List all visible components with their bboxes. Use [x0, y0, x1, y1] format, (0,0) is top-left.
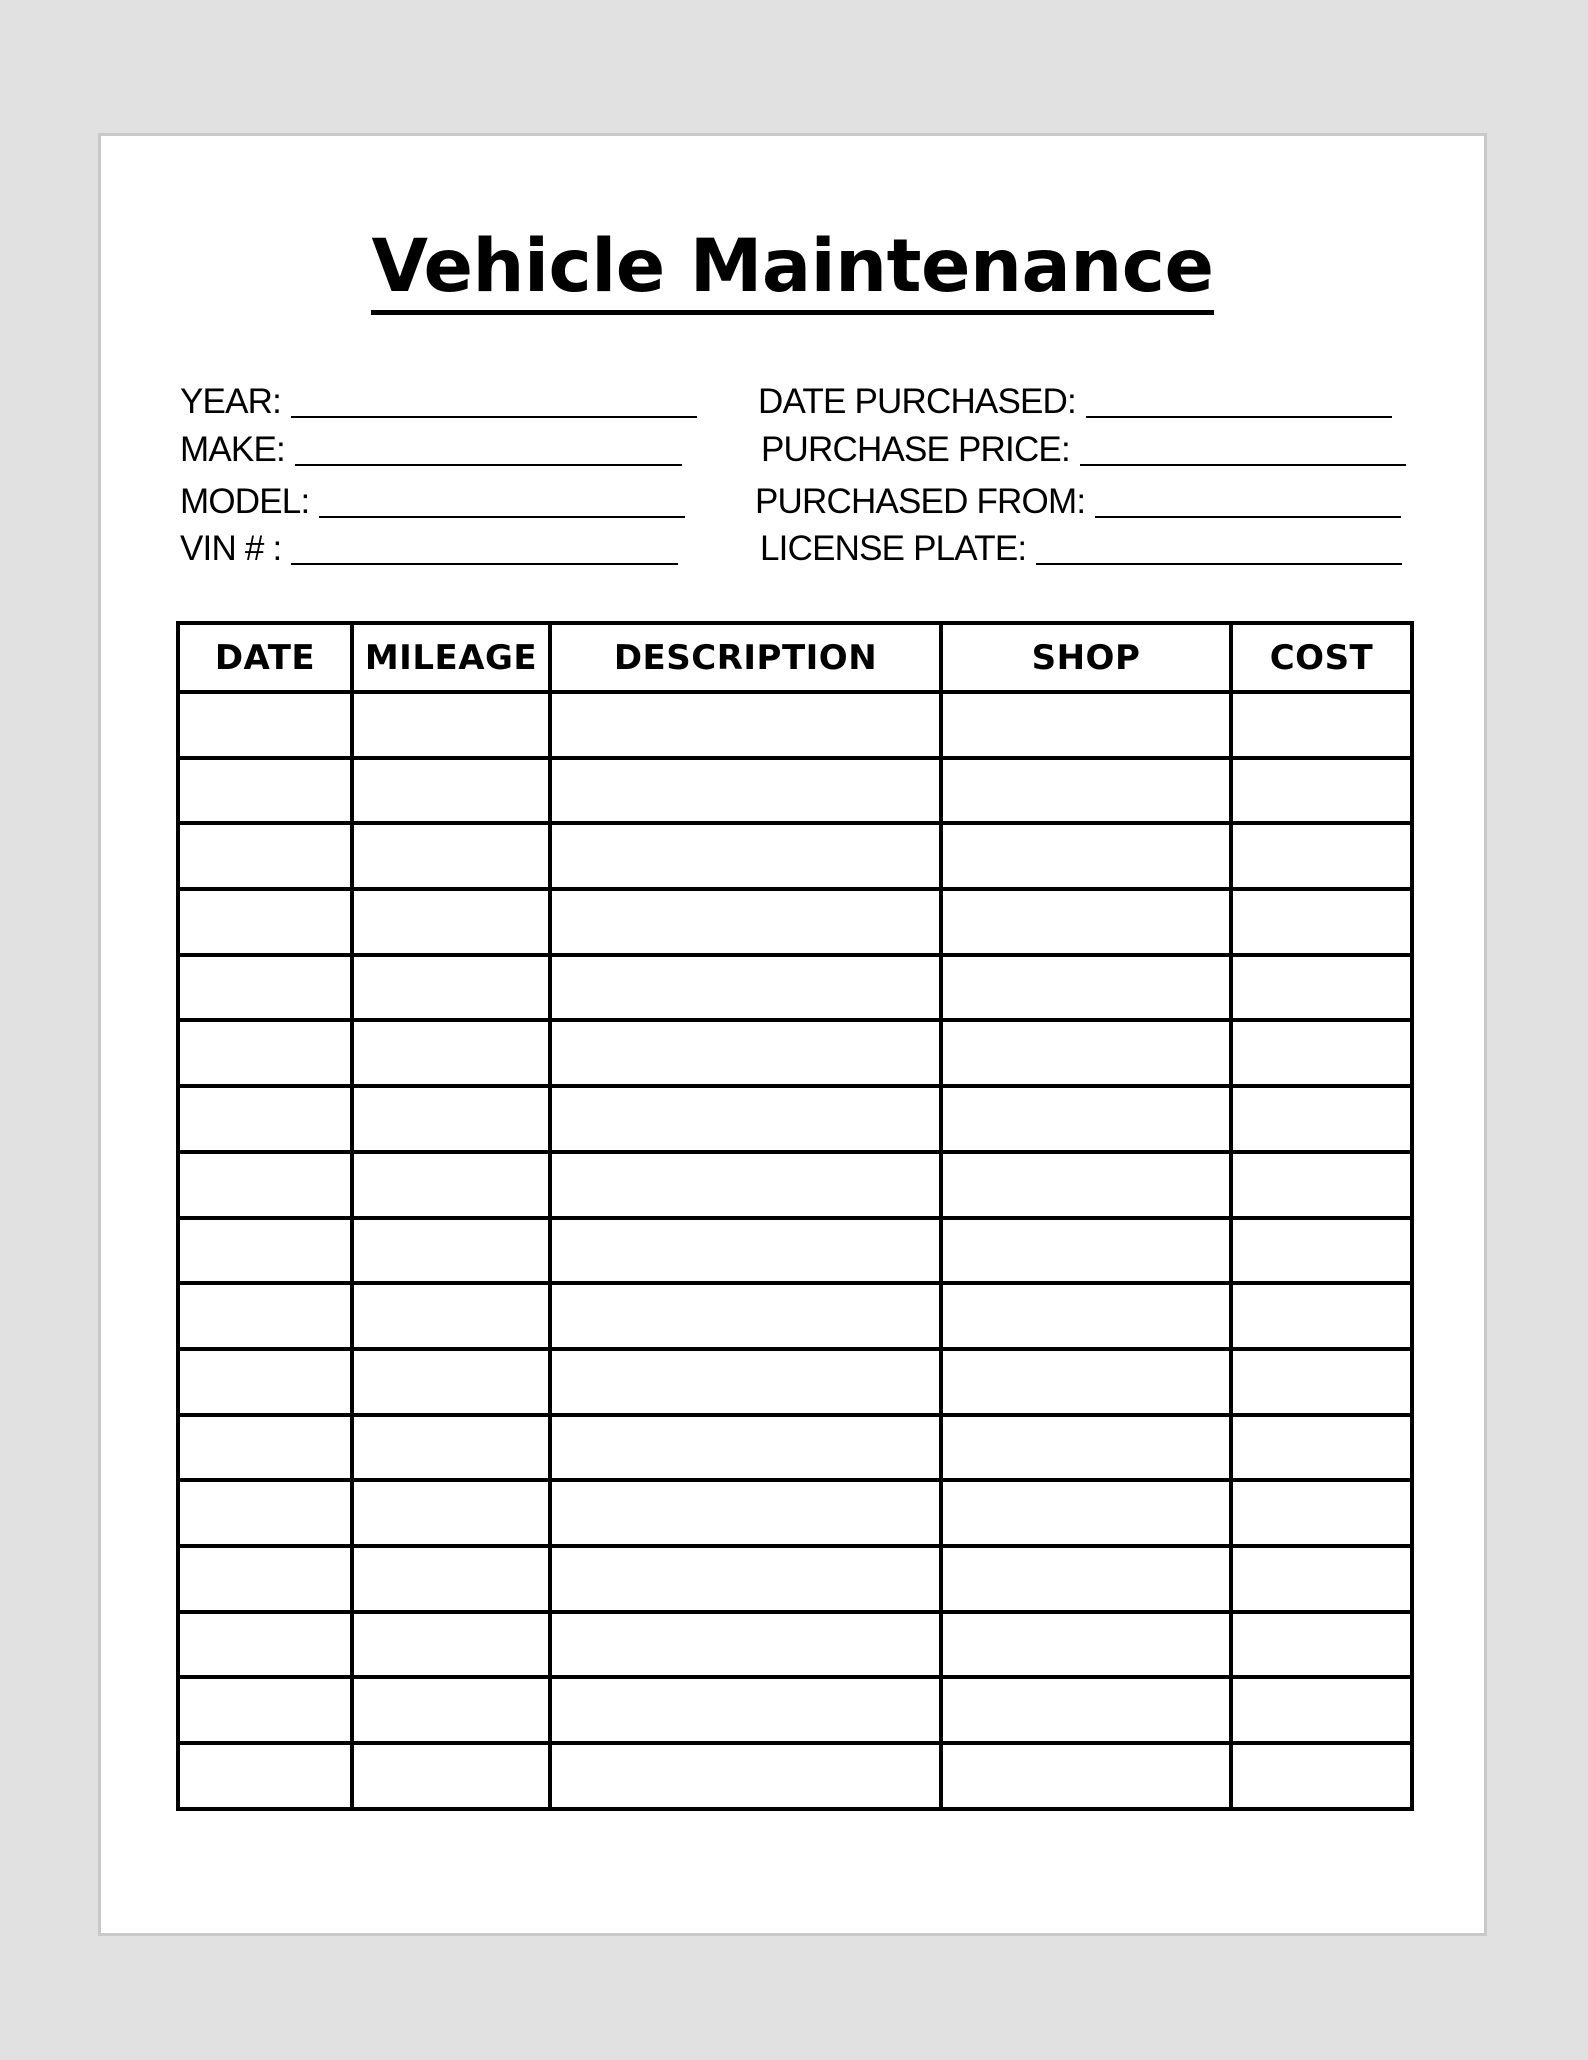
table-row — [178, 889, 1412, 955]
cell-shop[interactable] — [941, 1349, 1231, 1415]
cell-shop[interactable] — [941, 1677, 1231, 1743]
cell-shop[interactable] — [941, 1086, 1231, 1152]
table-row — [178, 1218, 1412, 1284]
cell-description[interactable] — [550, 1349, 941, 1415]
cell-date[interactable] — [178, 1020, 352, 1086]
table-row — [178, 1020, 1412, 1086]
license-plate-label: LICENSE PLATE: — [760, 529, 1027, 568]
header-mileage: MILEAGE — [352, 623, 550, 692]
cell-cost[interactable] — [1231, 1349, 1412, 1415]
cell-date[interactable] — [178, 692, 352, 758]
cell-cost[interactable] — [1231, 1612, 1412, 1678]
cell-date[interactable] — [178, 1283, 352, 1349]
cell-mileage[interactable] — [352, 823, 550, 889]
table-body — [178, 692, 1412, 1809]
table-row — [178, 1743, 1412, 1809]
cell-cost[interactable] — [1231, 823, 1412, 889]
cell-mileage[interactable] — [352, 1086, 550, 1152]
maintenance-log-table — [176, 621, 1414, 1811]
vin-input-line[interactable] — [291, 561, 678, 565]
cell-mileage[interactable] — [352, 692, 550, 758]
cell-date[interactable] — [178, 955, 352, 1021]
cell-description[interactable] — [550, 1480, 941, 1546]
cell-description[interactable] — [550, 1415, 941, 1481]
cell-cost[interactable] — [1231, 1415, 1412, 1481]
purchase-price-label: PURCHASE PRICE: — [761, 430, 1070, 469]
cell-description[interactable] — [550, 1086, 941, 1152]
cell-description[interactable] — [550, 1152, 941, 1218]
cell-shop[interactable] — [941, 955, 1231, 1021]
cell-cost[interactable] — [1231, 758, 1412, 824]
table-row — [178, 692, 1412, 758]
header-shop: SHOP — [941, 623, 1231, 692]
cell-mileage[interactable] — [352, 1349, 550, 1415]
cell-shop[interactable] — [941, 1152, 1231, 1218]
table-row — [178, 955, 1412, 1021]
cell-date[interactable] — [178, 1612, 352, 1678]
table-row — [178, 1612, 1412, 1678]
cell-description[interactable] — [550, 692, 941, 758]
cell-date[interactable] — [178, 1677, 352, 1743]
cell-mileage[interactable] — [352, 1283, 550, 1349]
cell-mileage[interactable] — [352, 1152, 550, 1218]
year-field[interactable] — [180, 384, 697, 419]
cell-date[interactable] — [178, 1743, 352, 1809]
cell-date[interactable] — [178, 823, 352, 889]
table-row — [178, 1415, 1412, 1481]
cell-description[interactable] — [550, 1612, 941, 1678]
cell-mileage[interactable] — [352, 1677, 550, 1743]
page-title-text: Vehicle Maintenance — [371, 224, 1213, 315]
cell-description[interactable] — [550, 1677, 941, 1743]
cell-date[interactable] — [178, 1152, 352, 1218]
table-row — [178, 1480, 1412, 1546]
cell-mileage[interactable] — [352, 1218, 550, 1284]
model-input-line[interactable] — [319, 514, 685, 518]
table-row — [178, 1283, 1412, 1349]
cell-mileage[interactable] — [352, 955, 550, 1021]
cell-shop[interactable] — [941, 1480, 1231, 1546]
date-purchased-input-line[interactable] — [1086, 414, 1392, 418]
cell-mileage[interactable] — [352, 1743, 550, 1809]
cell-shop[interactable] — [941, 823, 1231, 889]
cell-cost[interactable] — [1231, 889, 1412, 955]
table-row — [178, 1677, 1412, 1743]
year-input-line[interactable] — [291, 414, 697, 418]
cell-description[interactable] — [550, 1020, 941, 1086]
date-purchased-label: DATE PURCHASED: — [758, 382, 1076, 421]
header-cost: COST — [1231, 623, 1412, 692]
make-label: MAKE: — [180, 430, 285, 469]
table-row — [178, 1546, 1412, 1612]
make-input-line[interactable] — [295, 462, 682, 466]
cell-shop[interactable] — [941, 1743, 1231, 1809]
cell-shop[interactable] — [941, 1218, 1231, 1284]
vin-label: VIN # : — [180, 529, 282, 568]
header-description: DESCRIPTION — [550, 623, 941, 692]
purchase-price-input-line[interactable] — [1080, 462, 1406, 466]
cell-cost[interactable] — [1231, 1152, 1412, 1218]
cell-cost[interactable] — [1231, 1218, 1412, 1284]
page-title — [101, 224, 1484, 309]
table-row — [178, 758, 1412, 824]
cell-shop[interactable] — [941, 1415, 1231, 1481]
cell-shop[interactable] — [941, 692, 1231, 758]
cell-date[interactable] — [178, 1546, 352, 1612]
cell-date[interactable] — [178, 1415, 352, 1481]
cell-cost[interactable] — [1231, 1480, 1412, 1546]
cell-date[interactable] — [178, 1480, 352, 1546]
cell-shop[interactable] — [941, 889, 1231, 955]
table-header-row — [178, 623, 1412, 692]
cell-shop[interactable] — [941, 758, 1231, 824]
cell-cost[interactable] — [1231, 955, 1412, 1021]
model-label: MODEL: — [180, 482, 310, 521]
cell-date[interactable] — [178, 889, 352, 955]
cell-mileage[interactable] — [352, 889, 550, 955]
cell-cost[interactable] — [1231, 1283, 1412, 1349]
cell-cost[interactable] — [1231, 1546, 1412, 1612]
model-field[interactable] — [180, 484, 685, 519]
cell-description[interactable] — [550, 1743, 941, 1809]
cell-description[interactable] — [550, 889, 941, 955]
purchased-from-label: PURCHASED FROM: — [755, 482, 1086, 521]
cell-date[interactable] — [178, 1218, 352, 1284]
cell-mileage[interactable] — [352, 758, 550, 824]
cell-mileage[interactable] — [352, 1020, 550, 1086]
cell-cost[interactable] — [1231, 1086, 1412, 1152]
cell-shop[interactable] — [941, 1283, 1231, 1349]
header-date: DATE — [178, 623, 352, 692]
table-row — [178, 1086, 1412, 1152]
make-field[interactable] — [180, 432, 682, 467]
cell-mileage[interactable] — [352, 1480, 550, 1546]
cell-description[interactable] — [550, 955, 941, 1021]
cell-cost[interactable] — [1231, 1677, 1412, 1743]
cell-description[interactable] — [550, 1283, 941, 1349]
purchased-from-field[interactable] — [755, 484, 1401, 519]
cell-description[interactable] — [550, 1546, 941, 1612]
cell-cost[interactable] — [1231, 1020, 1412, 1086]
cell-shop[interactable] — [941, 1612, 1231, 1678]
license-plate-field[interactable] — [760, 531, 1402, 566]
cell-mileage[interactable] — [352, 1546, 550, 1612]
date-purchased-field[interactable] — [758, 384, 1392, 419]
purchase-price-field[interactable] — [761, 432, 1406, 467]
cell-mileage[interactable] — [352, 1612, 550, 1678]
cell-shop[interactable] — [941, 1546, 1231, 1612]
cell-date[interactable] — [178, 758, 352, 824]
form-sheet — [98, 133, 1487, 1936]
vin-field[interactable] — [180, 531, 678, 566]
year-label: YEAR: — [180, 382, 282, 421]
cell-description[interactable] — [550, 1218, 941, 1284]
license-plate-input-line[interactable] — [1036, 561, 1402, 565]
cell-cost[interactable] — [1231, 1743, 1412, 1809]
purchased-from-input-line[interactable] — [1095, 514, 1401, 518]
cell-description[interactable] — [550, 758, 941, 824]
table-row — [178, 1349, 1412, 1415]
table-row — [178, 823, 1412, 889]
cell-description[interactable] — [550, 823, 941, 889]
cell-shop[interactable] — [941, 1020, 1231, 1086]
cell-mileage[interactable] — [352, 1415, 550, 1481]
cell-date[interactable] — [178, 1086, 352, 1152]
cell-cost[interactable] — [1231, 692, 1412, 758]
cell-date[interactable] — [178, 1349, 352, 1415]
table-row — [178, 1152, 1412, 1218]
